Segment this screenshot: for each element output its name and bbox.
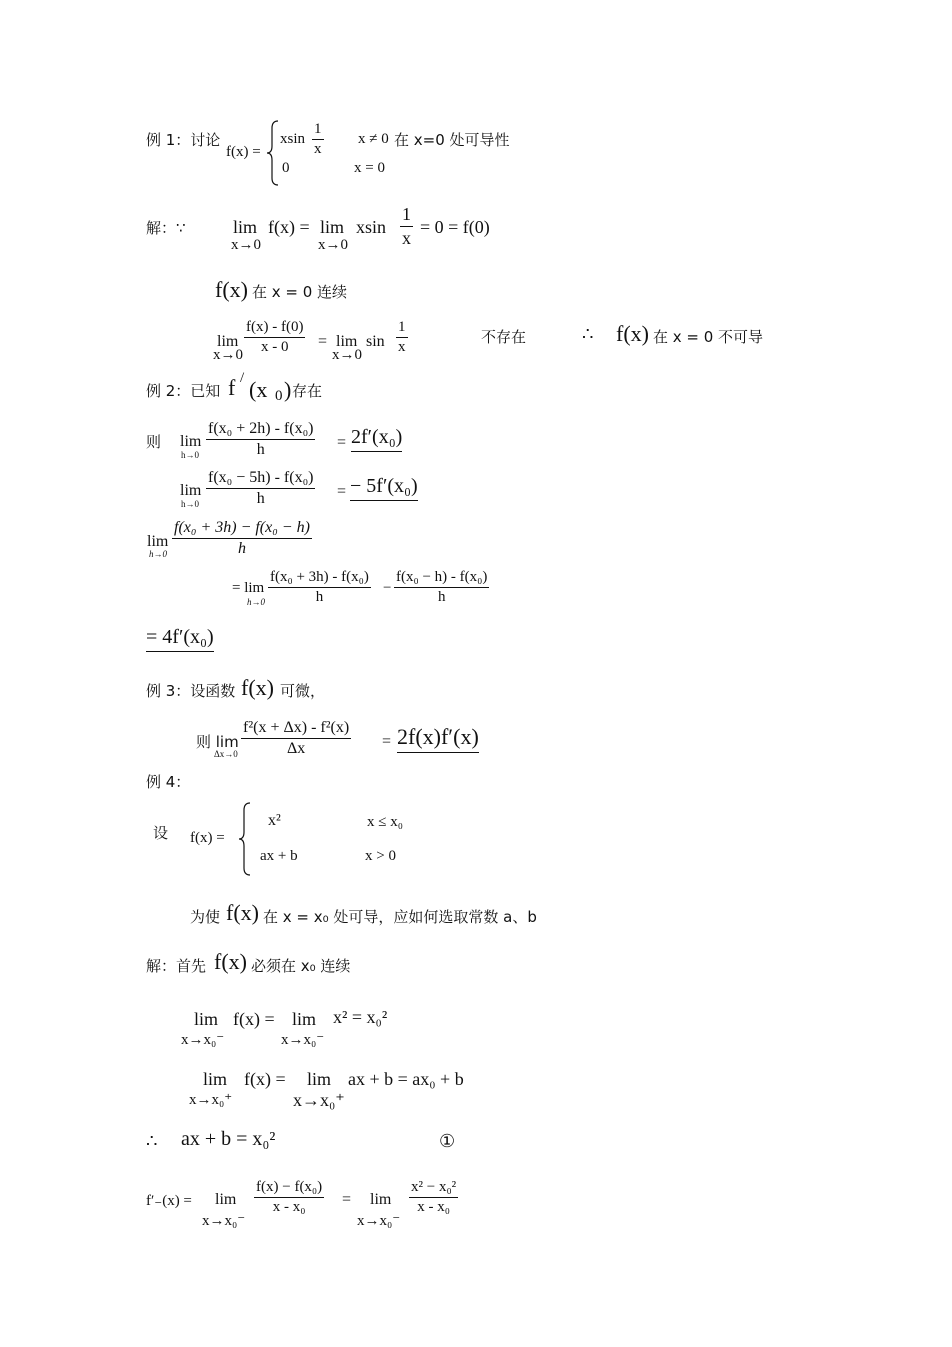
equation-1: ax + b = x₀² [181, 1128, 276, 1150]
limit-expr-3: f(x₀ + 3h) − f(x₀ − h) h [174, 519, 310, 557]
eq-lim: = lim [232, 580, 265, 596]
case-x-squared: x² [268, 812, 281, 829]
lim-2-sub: x→0 [318, 237, 348, 253]
left-lim-2: lim [292, 1009, 317, 1029]
answer-4: 2f(x)f′(x) [397, 724, 479, 753]
square-quotient: x² − x₀² x - x₀ [411, 1179, 457, 1215]
lim-4: lim [336, 333, 358, 350]
x0-subscript: 0 [275, 388, 283, 404]
right-result: ax + b = ax₀ + b [348, 1069, 464, 1089]
differentiable-text: 可微， [280, 682, 326, 700]
difference-quotient: f(x) - f(0) x - 0 [246, 319, 304, 355]
piecewise-fx: f(x) = [226, 144, 261, 160]
not-exist-text: 不存在 [481, 328, 527, 346]
limit-expr-1: f(x₀ + 2h) - f(x₀) h [208, 420, 314, 458]
lim-2: lim [320, 217, 345, 237]
one-over-x: 1 x [402, 204, 411, 248]
question-pre: 为使 [190, 908, 221, 926]
example-1-label: 例 1：讨论 [146, 131, 221, 149]
let-text: 设 [153, 824, 169, 842]
case1-condition: x ≠ 0 [358, 131, 389, 147]
therefore-symbol: ∴ [582, 324, 594, 344]
left-brace-icon-2 [238, 802, 252, 876]
fx-symbol-3: f(x) [241, 675, 274, 700]
lim-5-sub: h→0 [181, 450, 199, 460]
limit-expr-2: f(x₀ − 5h) - f(x₀) h [208, 469, 314, 507]
exists-text: 存在 [292, 382, 323, 400]
one-over-x-2: 1 x [398, 319, 406, 355]
derivative-lim-sub: x→x₀⁻ [202, 1213, 246, 1229]
left-brace-icon [266, 120, 280, 186]
derivative-lim: lim [215, 1191, 237, 1208]
lim-7-sub: h→0 [149, 549, 167, 559]
square-difference-fraction: f²(x + Δx) - f²(x) Δx [243, 719, 350, 757]
lim-3-sub: x→0 [213, 347, 243, 363]
case2-expr: 0 [282, 160, 290, 176]
equation-marker: ① [439, 1131, 456, 1151]
lim-1-sub: x→0 [231, 237, 261, 253]
eq-3: = [382, 733, 392, 750]
left-derivative: f′₋(x) = [146, 1193, 192, 1209]
x0-close: ) [284, 377, 292, 402]
split-fraction-2: f(x₀ − h) - f(x₀) h [396, 569, 488, 605]
minus-sign: − [383, 580, 392, 596]
left-lim-2-sub: x→x₀⁻ [281, 1032, 325, 1048]
then-lim-sub: Δx→0 [214, 749, 238, 759]
right-lim-2: lim [307, 1069, 332, 1089]
derivative-lim-2-sub: x→x₀⁻ [357, 1213, 401, 1229]
solution-4-post: 必须在 x₀ 连续 [251, 957, 351, 975]
fx-symbol: f(x) [215, 277, 248, 302]
solution-4-pre: 解：首先 [146, 957, 207, 975]
lim-6-sub: h→0 [181, 499, 199, 509]
derivative-lim-2: lim [370, 1191, 392, 1208]
example-2-label: 例 2：已知 [146, 382, 221, 400]
answer-2: − 5f′(x₀) [350, 475, 418, 501]
answer-1: 2f′(x₀) [351, 426, 402, 452]
eq-4: = [342, 1191, 352, 1208]
answer-3: = 4f′(x₀) [146, 626, 214, 652]
lim-5: lim [180, 433, 202, 450]
right-lim-2-sub: x→x₀⁺ [293, 1090, 345, 1110]
lim-7: lim [147, 533, 169, 550]
solution-1-label: 解：∵ [146, 219, 186, 237]
question-post: 在 x = x₀ 处可导，应如何选取常数 a、b [263, 908, 537, 926]
xsin-expr: xsin [356, 217, 387, 237]
lim-4-sub: x→0 [332, 347, 362, 363]
right-lim: lim [203, 1069, 228, 1089]
right-lim-sub: x→x₀⁺ [189, 1092, 233, 1108]
eq-2: = [337, 483, 347, 500]
eq-sign: = [318, 333, 328, 350]
case1-fraction: 1 x [314, 121, 322, 157]
then-text: 则 [146, 433, 162, 451]
left-lim-sub: x→x₀⁻ [181, 1032, 225, 1048]
case2-condition: x = 0 [354, 160, 385, 176]
example-4-label: 例 4： [146, 773, 191, 791]
fx-symbol-2: f(x) [616, 321, 649, 346]
solution-4-fx: f(x) [214, 949, 247, 974]
eq-lim-sub: h→0 [247, 597, 265, 607]
case-ax-b: ax + b [260, 848, 298, 864]
lim-3: lim [217, 333, 239, 350]
right-fx: f(x) = [244, 1069, 286, 1089]
continuous-text: 在 x = 0 连续 [252, 283, 348, 301]
left-fx: f(x) = [233, 1009, 275, 1029]
cond-x-gt-0: x > 0 [365, 848, 396, 864]
f-symbol: f [228, 375, 236, 400]
case1-expr: xsin [280, 131, 306, 147]
cond-x-le-x0: x ≤ x₀ [367, 814, 403, 830]
example-1-tail: 在 x=0 处可导性 [394, 131, 510, 149]
eq-1: = [337, 434, 347, 451]
derivative-quotient: f(x) − f(x₀) x - x₀ [256, 1179, 323, 1215]
then-lim: 则 lim [196, 733, 239, 751]
prime-mark: / [240, 370, 245, 386]
piecewise-fx-2: f(x) = [190, 830, 225, 846]
sin-expr: sin [366, 333, 385, 350]
x0-open: (x [249, 377, 268, 402]
not-diff-text: 在 x = 0 不可导 [653, 328, 764, 346]
question-fx: f(x) [226, 900, 259, 925]
result-1: = 0 = f(0) [420, 217, 490, 237]
left-lim: lim [194, 1009, 219, 1029]
example-3-label: 例 3：设函数 [146, 682, 236, 700]
therefore-symbol-2: ∴ [146, 1131, 158, 1151]
split-fraction-1: f(x₀ + 3h) - f(x₀) h [270, 569, 369, 605]
fx-eq: f(x) = [268, 217, 310, 237]
lim-6: lim [180, 482, 202, 499]
lim-1: lim [233, 217, 258, 237]
left-result: x² = x₀² [333, 1007, 388, 1027]
